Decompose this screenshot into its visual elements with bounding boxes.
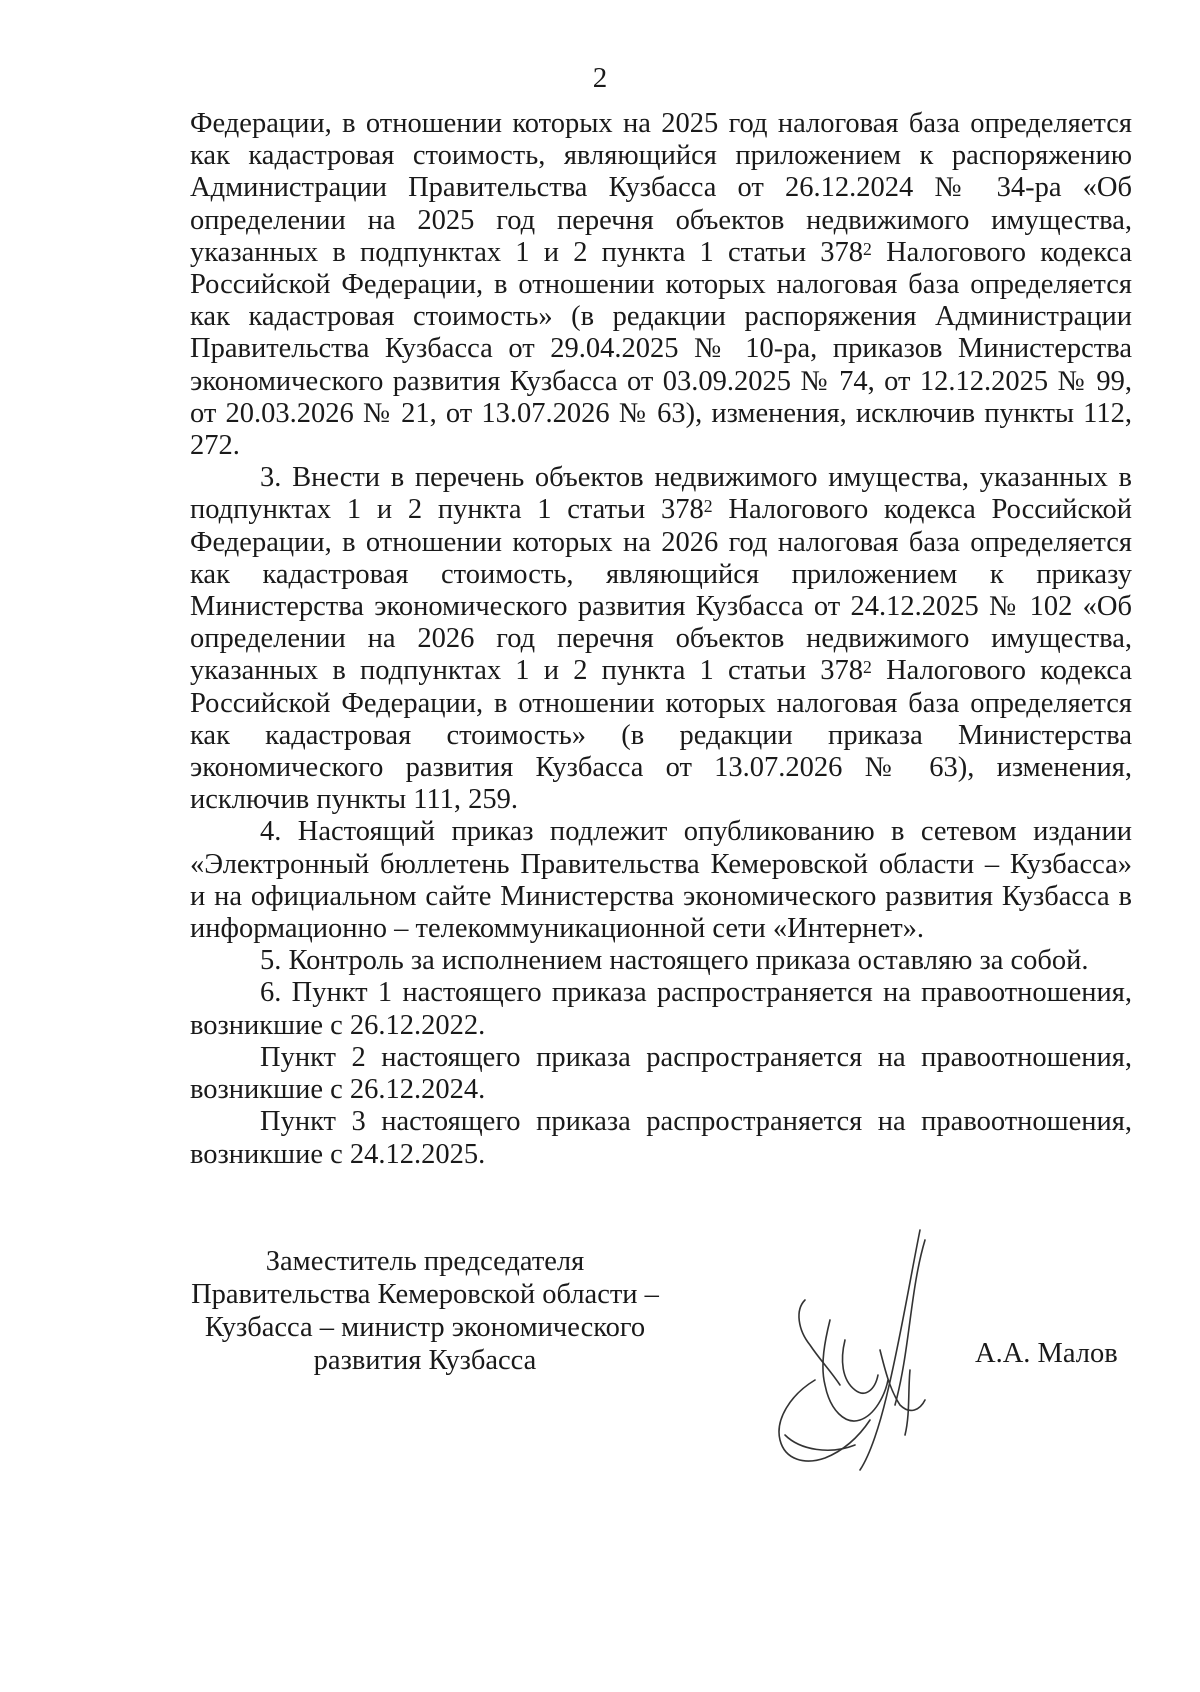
paragraph-3 [190, 462, 1132, 816]
paragraph-continuation-text: Федерации, в отношении которых на 2025 год налоговая база определяется как кадастровая стоимость, являющийся приложением к распоряжению Администрации Правительства Кузбасса от 26.12.2024 № 34-ра «Об определении на 2025 год перечня объектов недвижимого имущества, указанных в подпунктах 1 и 2 пункта 1 статьи 378 [190, 108, 1132, 268]
page-number: 2 [592, 62, 608, 94]
paragraph-3-part-c: Налогового кодекса Российской Федерации, в отношении которых налоговая база определяется как кадастровая стоимость» (в редакции приказа Министерства экономического развития Кузбасса от 13.07.2026 № 63), изменения, исключив пункты 111, 259. [190, 655, 1132, 816]
signer-name: А.А. Малов [975, 1338, 1118, 1369]
superscript: 2 [703, 496, 713, 517]
paragraph-5: 5. Контроль за исполнением настоящего приказа оставляю за собой. [260, 945, 1089, 977]
paragraph-6: 6. Пункт 1 настоящего приказа распространяется на правоотношения, возникшие с 26.12.2022. [190, 977, 1132, 1041]
signatory-title [175, 1245, 675, 1377]
signatory-title-line: развития Кузбасса [313, 1345, 537, 1376]
paragraph-continuation [190, 108, 1132, 462]
signatory-title-line: Заместитель председателя [265, 1246, 585, 1277]
superscript: 2 [863, 657, 872, 678]
paragraph-3-part-a: 3. Внести в перечень объектов недвижимого имущества, указанных в подпунктах 1 и 2 пункта 1 статьи 378 [190, 462, 1132, 526]
signatory-title-line: Правительства Кемеровской области – [191, 1279, 659, 1310]
superscript: 2 [863, 238, 872, 259]
paragraph-continuation-tail: Налогового кодекса Российской Федерации, в отношении которых налоговая база определяется как кадастровая стоимость» (в редакции распоряжения Администрации Правительства Кузбасса от 29.04.2025 № 10-ра, приказов Министерства экономического развития Кузбасса от 03.09.2025 № 74, от 12.12.2025 № 99, от 20.03.2026 № 21, от 13.07.2026 № 63), изменения, исключив пункты 112, 272. [190, 236, 1132, 462]
paragraph-3-part-b: Налогового кодекса Российской Федерации, в отношении которых на 2026 год налоговая база определяется как кадастровая стоимость, являющийся приложением к приказу Министерства экономического развития Кузбасса от 24.12.2025 № 102 «Об определении на 2026 год перечня объектов недвижимого имущества, указанных в подпунктах 1 и 2 пункта 1 статьи 378 [190, 494, 1132, 687]
signatory-title-line: Кузбасса – министр экономического [204, 1312, 646, 1343]
paragraph-7: Пункт 2 настоящего приказа распространяется на правоотношения, возникшие с 26.12.2024. [190, 1041, 1132, 1106]
handwritten-signature [760, 1220, 950, 1480]
document-body [190, 108, 1132, 1171]
paragraph-8: Пункт 3 настоящего приказа распространяется на правоотношения, возникшие с 24.12.2025. [190, 1106, 1132, 1170]
paragraph-4: 4. Настоящий приказ подлежит опубликованию в сетевом издании «Электронный бюллетень Правительства Кемеровской области – Кузбасса» и на официальном сайте Министерства экономического развития Кузбасса в информационно – телекоммуникационной сети «Интернет». [190, 816, 1132, 945]
